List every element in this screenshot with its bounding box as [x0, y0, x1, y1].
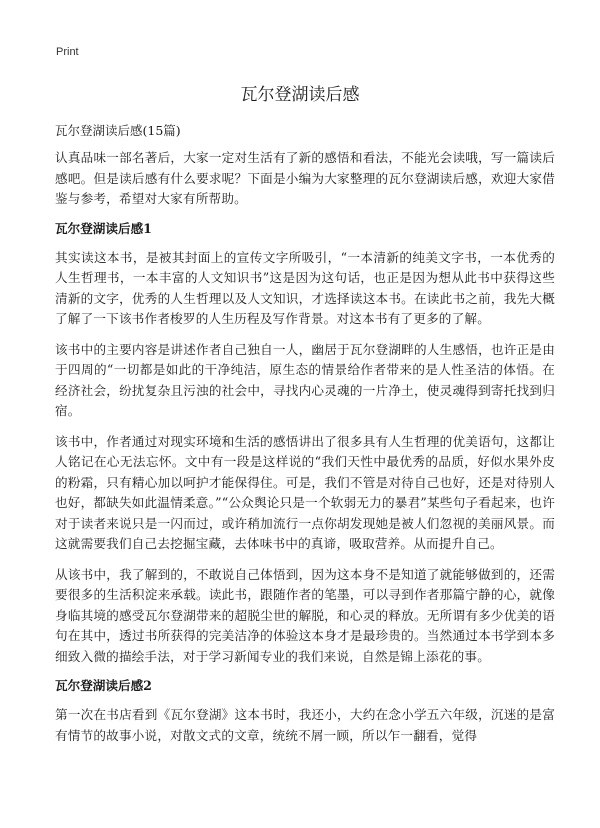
body-paragraph: 该书中，作者通过对现实环境和生活的感悟讲出了很多具有人生哲理的优美语句，这都让人铭记在心无法忘怀。文中有一段是这样说的“我们天性中最优秀的品质，好似水果外皮的粉霜，只有精心加以呵护才能保得住。可是，我们不管是对待自己也好，还是对待别人也好，都缺失如此温情柔意。”“公众舆论只是一个软弱无力的暴君”某些句子看起来，也许对于读者来说只是一闪而过，或许稍加流行一点你胡发现她是被人们忽视的美丽风景。而这就需要我们自己去挖掘宝藏，去体味书中的真谛，吸取营养。从而提升自己。 — [55, 433, 555, 551]
document-subtitle: 瓦尔登湖读后感(15篇) — [55, 123, 181, 138]
print-link[interactable]: Print — [56, 46, 79, 58]
body-paragraph: 从该书中，我了解到的，不敢说自己体悟到，因为这本身不是知道了就能够做到的，还需要很多的生活积淀来承载。读此书，跟随作者的笔墨，可以寻到作者那篇宁静的心，就像身临其境的感受瓦尔登湖带来的超脱尘世的解脱，和心灵的释放。无所谓有多少优美的语句在其中，透过书所获得的完美洁净的体验这本身才是最珍贵的。当然通过本书学到本多细致入微的描绘手法，对于学习新闻专业的我们来说，自然是锦上添花的事。 — [55, 566, 555, 664]
section-heading: 瓦尔登湖读后感1 — [55, 220, 152, 236]
body-paragraph: 其实读这本书，是被其封面上的宣传文字所吸引，“一本清新的纯美文字书，一本优秀的人生哲理书，一本丰富的人文知识书”这是因为这句话，也正是因为想从此书中获得这些清新的文字，优秀的人生哲理以及人文知识，才选择读这本书。在读此书之前，我先大概了解了一下该书作者梭罗的人生历程及写作背景。对这本书有了更多的了解。 — [55, 249, 555, 326]
section-heading: 瓦尔登湖读后感2 — [55, 678, 152, 693]
intro-paragraph: 认真品味一部名著后，大家一定对生活有了新的感悟和看法，不能光会读哦，写一篇读后感吧。但是读后感有什么要求呢？下面是小编为大家整理的瓦尔登湖读后感，欢迎大家借鉴与参考，希望对大家有所帮助。 — [55, 150, 555, 206]
body-paragraph: 第一次在书店看到《瓦尔登湖》这本书时，我还小，大约在念小学五六年级，沉迷的是富有情节的故事小说，对散文式的文章，统统不屑一顾，所以乍一翻看，觉得 — [55, 707, 555, 743]
body-paragraph: 该书中的主要内容是讲述作者自己独自一人，幽居于瓦尔登湖畔的人生感悟，也许正是由于四周的“一切都是如此的干净纯洁，原生态的情景给作者带来的是人性圣洁的体悟。在经济社会，纷扰复杂且污浊的社会中，寻找内心灵魂的一片净土，使灵魂得到寄托找到归宿。 — [55, 341, 555, 418]
document-title: 瓦尔登湖读后感 — [240, 85, 360, 105]
document-body — [55, 148, 555, 756]
